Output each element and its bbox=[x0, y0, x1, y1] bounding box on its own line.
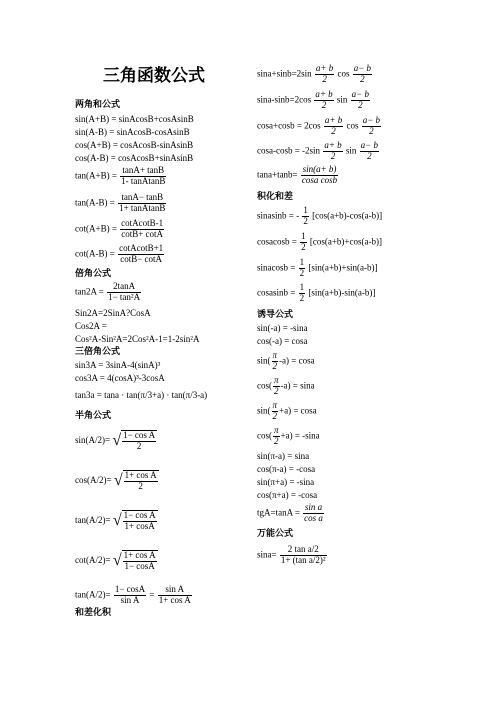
formula-mid: cos bbox=[337, 68, 350, 79]
formula-lhs: cosa+cosb = 2cos bbox=[257, 120, 321, 131]
radical-icon: √ bbox=[112, 511, 122, 529]
formula-line bbox=[75, 470, 159, 492]
fraction-denominator: 1+ (tan a/2)² bbox=[280, 554, 326, 565]
fraction-denominator: 2 bbox=[303, 215, 308, 226]
fraction bbox=[303, 503, 324, 524]
fraction-denominator: 2 bbox=[358, 99, 363, 110]
fraction-numerator: 2tanA bbox=[107, 282, 141, 293]
formula-line: sin3A = 3sinA-4(sinA)³ bbox=[75, 360, 161, 370]
formula-pre: cos( bbox=[257, 430, 272, 441]
formula-line bbox=[257, 90, 371, 111]
square-root bbox=[114, 470, 159, 492]
formula-line: cos(-a) = cosa bbox=[257, 336, 308, 346]
formula-lhs: sin(A/2)= bbox=[75, 434, 111, 445]
fraction bbox=[314, 90, 333, 111]
formula-mid: sin bbox=[336, 94, 348, 105]
formula-line: cos(π+a) = -cosa bbox=[257, 490, 318, 500]
fraction-numerator: a− b bbox=[351, 89, 369, 99]
square-root bbox=[112, 430, 157, 452]
fraction bbox=[324, 116, 343, 137]
fraction-denominator: 2 bbox=[322, 73, 327, 84]
fraction bbox=[351, 90, 370, 111]
formula-post: +a) = cosa bbox=[279, 405, 317, 416]
formula-line bbox=[75, 282, 142, 303]
fraction-numerator: a+ b bbox=[324, 140, 342, 150]
fraction bbox=[118, 244, 164, 265]
section-heading-half: 半角公式 bbox=[75, 411, 112, 421]
formula-line bbox=[257, 376, 315, 397]
formula-post: -a) = sina bbox=[280, 380, 315, 391]
fraction-numerator: 2 tan a/2 bbox=[280, 545, 327, 556]
fraction-denominator: 1− cosA bbox=[124, 560, 155, 571]
fraction-numerator: tanA+ tanB bbox=[120, 166, 166, 177]
formula-line bbox=[257, 351, 315, 372]
fraction bbox=[273, 376, 280, 397]
formula-line bbox=[257, 401, 317, 422]
section-heading-sum-to-product: 和差化积 bbox=[75, 608, 112, 618]
fraction-denominator: 2 bbox=[301, 241, 306, 252]
formula-rhs: [sin(a+b)-sin(a-b)] bbox=[308, 287, 376, 298]
fraction-denominator: 2 bbox=[274, 385, 279, 396]
fraction bbox=[107, 282, 141, 303]
section-heading-universal: 万能公式 bbox=[257, 529, 294, 539]
fraction-numerator: sin(a+ b) bbox=[302, 164, 337, 174]
fraction-numerator: a− b bbox=[353, 63, 372, 73]
formula-lhs: sina= bbox=[257, 549, 277, 560]
fraction-denominator: sin A bbox=[120, 594, 140, 605]
formula-line bbox=[257, 283, 375, 304]
fraction-numerator: 1+ cos A bbox=[123, 550, 156, 560]
fraction-denominator: 2 bbox=[299, 292, 305, 303]
fraction-numerator: 1 bbox=[299, 257, 305, 267]
fraction-denominator: 2 bbox=[331, 125, 336, 136]
formula-mid: cos bbox=[346, 120, 359, 131]
fraction bbox=[323, 141, 342, 162]
fraction bbox=[299, 258, 306, 279]
fraction-numerator: a+ b bbox=[315, 89, 333, 99]
fraction-denominator: 2 bbox=[367, 150, 372, 161]
formula-line bbox=[75, 193, 167, 214]
formula-rhs: [cos(a+b)-cos(a-b)] bbox=[312, 210, 383, 221]
formula-line bbox=[75, 244, 165, 265]
formula-line bbox=[257, 545, 328, 566]
radical-icon: √ bbox=[113, 471, 123, 489]
fraction bbox=[301, 165, 338, 186]
fraction bbox=[158, 585, 192, 606]
fraction-denominator: 2 bbox=[299, 267, 305, 278]
fraction-denominator: cos a bbox=[304, 512, 323, 523]
formula-line bbox=[257, 64, 373, 85]
fraction bbox=[302, 206, 309, 227]
radical-icon: √ bbox=[112, 431, 122, 449]
fraction-numerator: tanA− tanB bbox=[118, 193, 166, 204]
fraction-numerator: π bbox=[272, 400, 278, 410]
formula-line bbox=[75, 166, 167, 187]
formula-line bbox=[257, 503, 325, 524]
formula-line bbox=[75, 550, 158, 572]
formula-lhs: tan(A/2)= bbox=[75, 514, 111, 525]
fraction-denominator: 1+ tanAtanB bbox=[119, 202, 166, 213]
formula-line: Cos2A = bbox=[75, 321, 107, 331]
formula-lhs: cot(A+B) = bbox=[75, 223, 117, 234]
formula-lhs: tan(A+B) = bbox=[75, 170, 117, 181]
formula-lhs: sinacosb = bbox=[257, 262, 296, 273]
fraction-denominator: 1- tanAtanB bbox=[121, 175, 166, 186]
fraction bbox=[273, 426, 280, 447]
formula-mid: sin bbox=[345, 145, 357, 156]
formula-lhs: sina-sinb=2cos bbox=[257, 94, 312, 105]
fraction bbox=[114, 585, 146, 606]
fraction-numerator: sin a bbox=[304, 502, 323, 512]
formula-lhs: cosasinb = bbox=[257, 287, 296, 298]
fraction-denominator: 2 bbox=[136, 440, 142, 451]
fraction-numerator: 1+ cos A bbox=[124, 470, 157, 480]
formula-line: sin(π+a) = -sina bbox=[257, 477, 315, 487]
fraction bbox=[120, 166, 166, 187]
fraction bbox=[272, 351, 279, 372]
formula-lhs: tan(A-B) = bbox=[75, 197, 115, 208]
fraction-denominator: 2 bbox=[272, 360, 277, 371]
fraction bbox=[272, 401, 279, 422]
formula-lhs: cot(A/2)= bbox=[75, 554, 111, 565]
fraction-denominator: 2 bbox=[272, 410, 277, 421]
fraction-denominator: 2 bbox=[360, 73, 365, 84]
fraction-denominator: 1− tan²A bbox=[108, 291, 141, 302]
formula-line: sin(π-a) = sina bbox=[257, 451, 310, 461]
formula-line: Cos²A-Sin²A=2Cos²A-1=1-2sin²A bbox=[75, 334, 200, 344]
formula-line bbox=[257, 206, 382, 227]
fraction-denominator: cotB− cotA bbox=[120, 253, 163, 264]
formula-line: sin(A+B) = sinAcosB+cosAsinB bbox=[75, 114, 194, 124]
fraction-numerator: π bbox=[272, 350, 278, 360]
fraction-denominator: cotB+ cotA bbox=[121, 228, 164, 239]
formula-line bbox=[257, 258, 377, 279]
formula-pre: sin( bbox=[257, 355, 271, 366]
fraction-numerator: 1 bbox=[303, 205, 308, 215]
fraction-denominator: 2 bbox=[321, 99, 327, 110]
formula-line bbox=[75, 430, 157, 452]
fraction-numerator: sin A bbox=[158, 585, 192, 596]
formula-lhs: cosacosb = bbox=[257, 236, 297, 247]
fraction-denominator: 2 bbox=[274, 435, 279, 446]
section-heading-double: 倍角公式 bbox=[75, 269, 112, 279]
fraction-numerator: cotAcotB+1 bbox=[119, 243, 164, 253]
section-heading-sum: 两角和公式 bbox=[75, 100, 121, 110]
formula-line: cos3A = 4(cosA)³-3cosA bbox=[75, 373, 165, 383]
fraction bbox=[122, 431, 156, 452]
radical-icon: √ bbox=[112, 551, 122, 569]
formula-line: Sin2A=2SinA?CosA bbox=[75, 308, 151, 318]
fraction bbox=[300, 232, 307, 253]
section-heading-product-to-sum: 积化和差 bbox=[257, 192, 294, 202]
square-root bbox=[113, 550, 158, 572]
formula-line: cos(π-a) = -cosa bbox=[257, 464, 316, 474]
fraction-numerator: a+ b bbox=[324, 115, 343, 125]
formula-line: cos(A-B) = cosAcosB+sinAsinB bbox=[75, 153, 194, 163]
fraction-denominator: 2 bbox=[330, 150, 336, 161]
formula-post: -a) = cosa bbox=[279, 355, 315, 366]
fraction-numerator: 1 bbox=[299, 282, 305, 292]
formula-pre: sin( bbox=[257, 405, 271, 416]
section-heading-triple: 三倍角公式 bbox=[75, 347, 121, 357]
fraction bbox=[362, 116, 381, 137]
fraction-denominator: 1+ cos A bbox=[158, 594, 191, 605]
fraction-numerator: cotAcotB-1 bbox=[121, 218, 164, 228]
fraction-denominator: 2 bbox=[138, 480, 143, 491]
formula-line: tan3a = tana · tan(π/3+a) · tan(π/3-a) bbox=[75, 390, 208, 400]
page-title: 三角函数公式 bbox=[103, 66, 205, 86]
fraction bbox=[353, 64, 372, 85]
fraction bbox=[315, 64, 334, 85]
formula-line bbox=[257, 116, 382, 137]
formula-lhs: tana+tanb= bbox=[257, 169, 298, 180]
formula-post: +a) = -sina bbox=[280, 430, 320, 441]
formula-line bbox=[75, 585, 193, 606]
formula-line bbox=[257, 141, 380, 162]
formula-line bbox=[257, 232, 382, 253]
formula-lhs: sinasinb = - bbox=[257, 210, 300, 221]
formula-line: sin(A-B) = sinAcosB-cosAsinB bbox=[75, 127, 190, 137]
formula-line bbox=[75, 219, 165, 240]
fraction bbox=[123, 511, 157, 532]
formula-line bbox=[257, 426, 320, 447]
fraction-denominator: 1+ cosA bbox=[124, 520, 155, 531]
formula-lhs: tan(A/2)= bbox=[75, 589, 111, 600]
fraction-numerator: π bbox=[274, 375, 279, 385]
square-root bbox=[113, 510, 158, 532]
formula-lhs: cosa-cosb = -2sin bbox=[257, 145, 321, 156]
fraction-denominator: cosa cosb bbox=[301, 174, 338, 185]
formula-lhs: cos(A/2)= bbox=[75, 474, 112, 485]
formula-lhs: tan2A = bbox=[75, 286, 104, 297]
fraction bbox=[299, 283, 306, 304]
fraction-numerator: a− b bbox=[360, 140, 378, 150]
fraction-numerator: 1− cosA bbox=[114, 584, 146, 594]
formula-pre: cos( bbox=[257, 380, 272, 391]
fraction bbox=[360, 141, 379, 162]
fraction-denominator: 2 bbox=[369, 125, 374, 136]
fraction-numerator: a+ b bbox=[315, 63, 334, 73]
fraction-numerator: a− b bbox=[362, 115, 381, 125]
formula-lhs: sina+sinb=2sin bbox=[257, 68, 312, 79]
formula-lhs: cot(A-B) = bbox=[75, 248, 115, 259]
formula-lhs: tgA=tanA = bbox=[257, 507, 300, 518]
fraction bbox=[118, 193, 166, 214]
formula-line bbox=[257, 165, 339, 186]
formula-line: sin(-a) = -sina bbox=[257, 323, 308, 333]
fraction-numerator: 1− cos A bbox=[123, 510, 156, 520]
formula-line: cos(A+B) = cosAcosB-sinAsinB bbox=[75, 140, 194, 150]
formula-rhs: [sin(a+b)+sin(a-b)] bbox=[308, 262, 378, 273]
section-heading-induction: 诱导公式 bbox=[257, 310, 294, 320]
fraction bbox=[123, 551, 157, 572]
formula-line bbox=[75, 510, 158, 532]
fraction-numerator: 1− cos A bbox=[123, 430, 156, 440]
fraction bbox=[124, 471, 158, 492]
fraction-numerator: 1 bbox=[301, 231, 306, 241]
fraction bbox=[120, 219, 164, 240]
formula-rhs: [cos(a+b)+cos(a-b)] bbox=[309, 236, 382, 247]
fraction bbox=[280, 545, 327, 566]
fraction-numerator: π bbox=[274, 425, 279, 435]
equals-sign: = bbox=[149, 589, 155, 600]
